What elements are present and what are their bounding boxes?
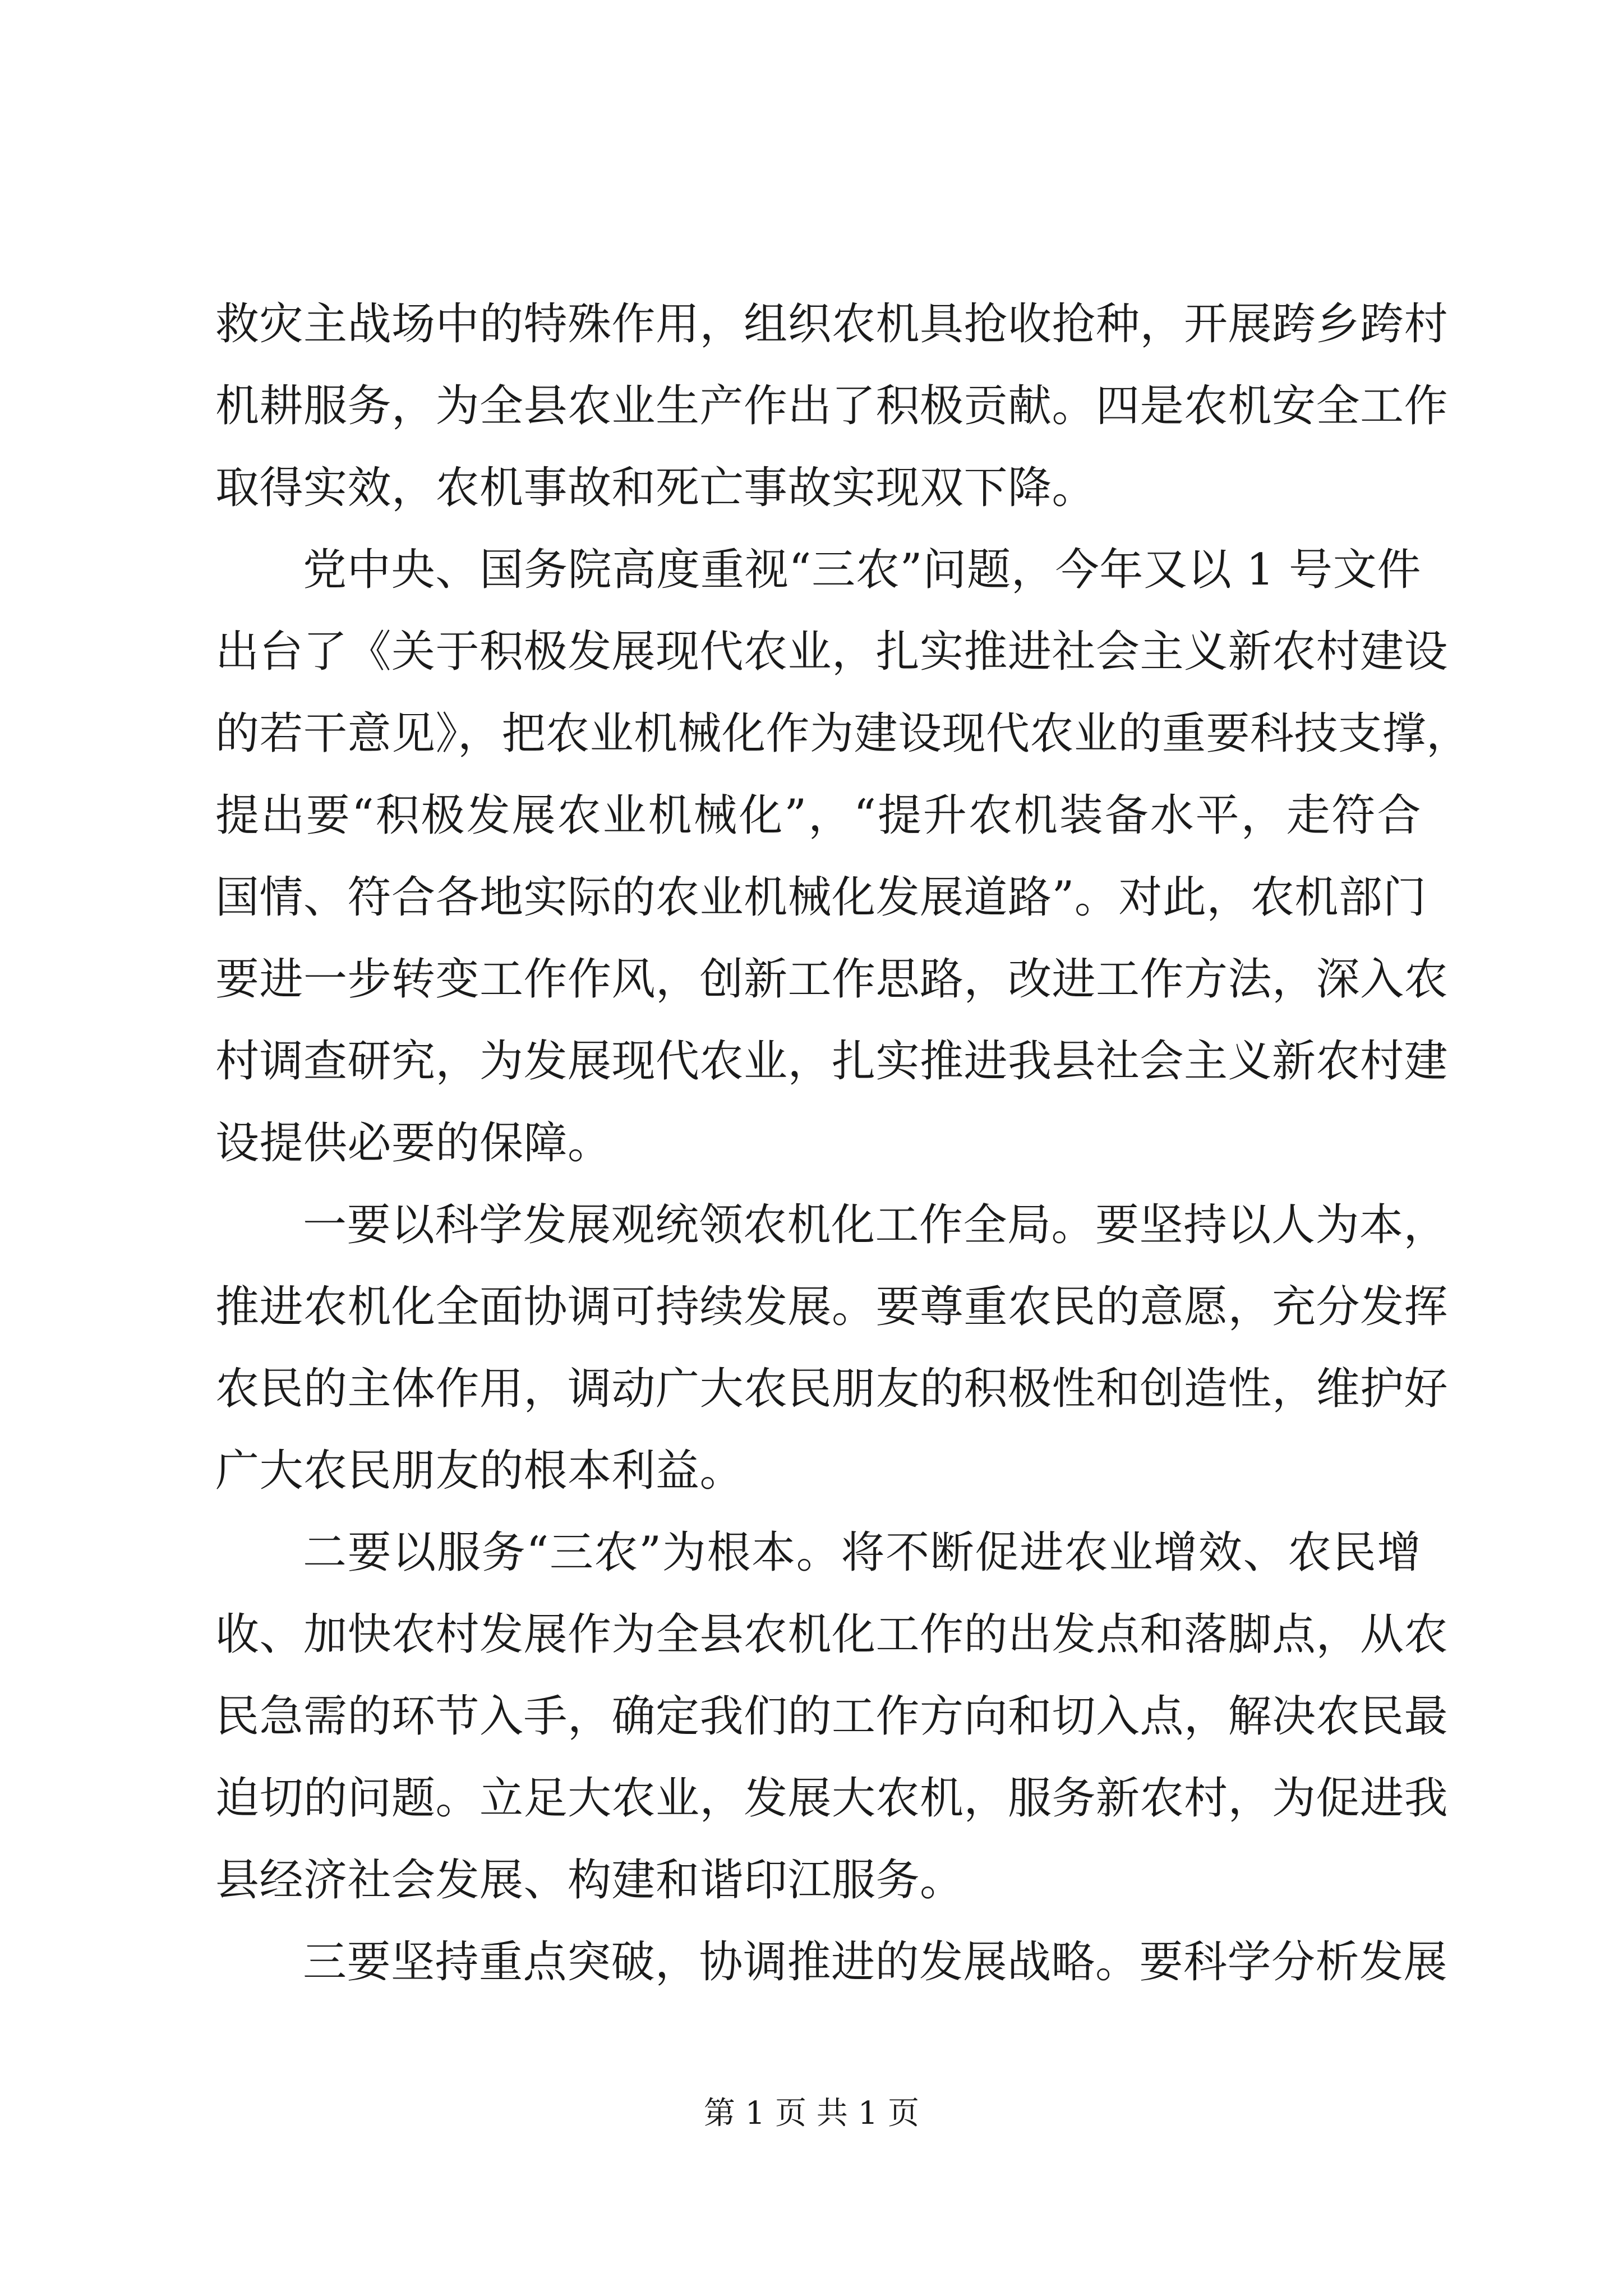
text-line: 要进一步转变工作作风，创新工作思路，改进工作方法，深入农 bbox=[215, 954, 1449, 1005]
text-line: 收、加快农村发展作为全县农机化工作的出发点和落脚点，从农 bbox=[215, 1609, 1449, 1660]
text-line: 推进农机化全面协调可持续发展。要尊重农民的意愿，充分发挥 bbox=[215, 1282, 1449, 1332]
text-line: 广大农民朋友的根本利益。 bbox=[215, 1446, 744, 1496]
text-line: 农民的主体作用，调动广大农民朋友的积极性和创造性，维护好 bbox=[215, 1364, 1449, 1414]
text-line: 二要以服务“三农”为根本。将不断促进农业增效、农民增 bbox=[303, 1527, 1421, 1578]
document-body bbox=[215, 283, 1470, 2003]
text-line: 设提供必要的保障。 bbox=[215, 1118, 612, 1168]
text-line: 提出要“积极发展农业机械化”，“提升农机装备水平，走符合 bbox=[215, 790, 1421, 841]
text-line: 国情、符合各地实际的农业机械化发展道路”。对此，农机部门 bbox=[215, 872, 1427, 923]
text-line: 的若干意见》，把农业机械化作为建设现代农业的重要科技支撑， bbox=[215, 708, 1470, 759]
page-footer bbox=[0, 2091, 1623, 2136]
text-line: 迫切的问题。立足大农业，发展大农机，服务新农村，为促进我 bbox=[215, 1773, 1449, 1824]
text-line: 县经济社会发展、构建和谐印江服务。 bbox=[215, 1855, 964, 1906]
text-line: 三要坚持重点突破，协调推进的发展战略。要科学分析发展 bbox=[303, 1937, 1448, 1987]
page-number-label: 第 1 页 共 1 页 bbox=[703, 2095, 920, 2132]
text-line: 救灾主战场中的特殊作用，组织农机具抢收抢种，开展跨乡跨村 bbox=[215, 299, 1449, 349]
text-line: 取得实效，农机事故和死亡事故实现双下降。 bbox=[215, 463, 1096, 513]
text-line: 村调查研究，为发展现代农业，扎实推进我县社会主义新农村建 bbox=[215, 1036, 1449, 1087]
text-line: 一要以科学发展观统领农机化工作全局。要坚持以人为本， bbox=[303, 1200, 1448, 1250]
text-line: 出台了《关于积极发展现代农业，扎实推进社会主义新农村建设 bbox=[215, 627, 1449, 677]
text-line: 党中央、国务院高度重视“三农”问题，今年又以 1 号文件 bbox=[303, 545, 1421, 595]
text-line: 机耕服务，为全县农业生产作出了积极贡献。四是农机安全工作 bbox=[215, 381, 1449, 431]
text-line: 民急需的环节入手，确定我们的工作方向和切入点，解决农民最 bbox=[215, 1691, 1449, 1742]
